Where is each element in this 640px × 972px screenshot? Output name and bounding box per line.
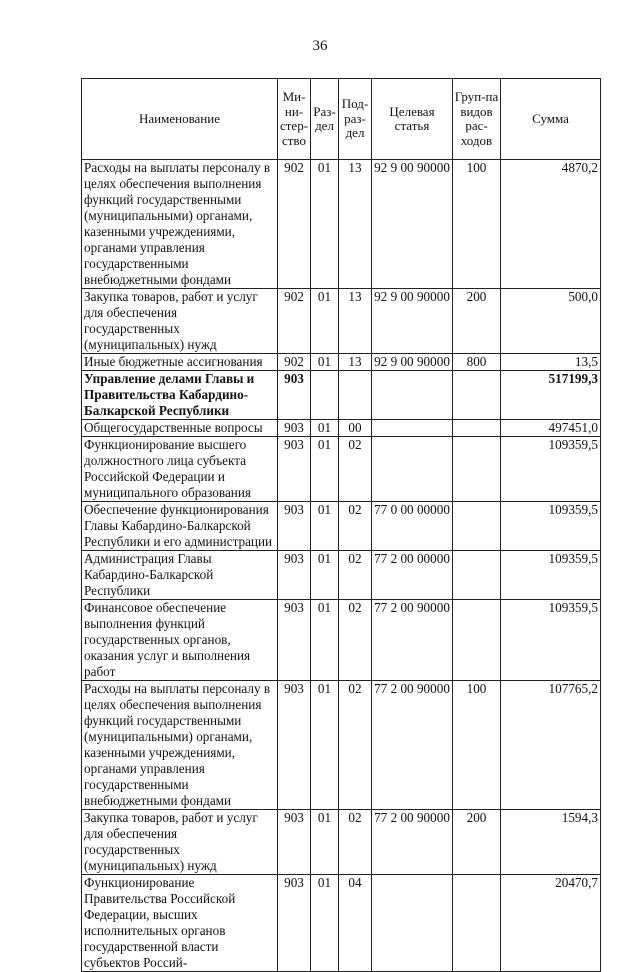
cell-section: 01 bbox=[311, 354, 339, 371]
header-ministry: Ми-ни-стер-ство bbox=[278, 79, 311, 160]
cell-subsection: 02 bbox=[339, 437, 372, 502]
cell-expense-group: 100 bbox=[453, 681, 501, 810]
cell-target: 92 9 00 90000 bbox=[372, 160, 453, 289]
cell-target bbox=[372, 371, 453, 420]
table-row bbox=[82, 437, 601, 502]
budget-table bbox=[81, 78, 601, 972]
cell-amount: 1594,3 bbox=[501, 810, 601, 875]
cell-subsection bbox=[339, 371, 372, 420]
table-header-row bbox=[82, 79, 601, 160]
table-row bbox=[82, 551, 601, 600]
cell-expense-group bbox=[453, 437, 501, 502]
cell-section: 01 bbox=[311, 502, 339, 551]
header-section: Раз-дел bbox=[311, 79, 339, 160]
cell-amount: 109359,5 bbox=[501, 600, 601, 681]
cell-subsection: 00 bbox=[339, 420, 372, 437]
cell-expense-group: 200 bbox=[453, 289, 501, 354]
cell-target bbox=[372, 875, 453, 972]
cell-name: Управление делами Главы и Правительства Кабардино-Балкарской Республики bbox=[82, 371, 278, 420]
cell-target: 77 2 00 90000 bbox=[372, 681, 453, 810]
cell-name: Расходы на выплаты персоналу в целях обеспечения выполнения функций государственными (муниципальными) органами, казенными учреждениями, органами управления государственными внебюджетными фондами bbox=[82, 681, 278, 810]
cell-expense-group: 200 bbox=[453, 810, 501, 875]
cell-amount: 107765,2 bbox=[501, 681, 601, 810]
header-subsection: Под-раз-дел bbox=[339, 79, 372, 160]
cell-ministry: 903 bbox=[278, 681, 311, 810]
cell-subsection: 13 bbox=[339, 354, 372, 371]
cell-section: 01 bbox=[311, 810, 339, 875]
cell-ministry: 903 bbox=[278, 551, 311, 600]
cell-section: 01 bbox=[311, 600, 339, 681]
cell-ministry: 902 bbox=[278, 160, 311, 289]
cell-subsection: 04 bbox=[339, 875, 372, 972]
header-expense-group: Груп-па видов рас-ходов bbox=[453, 79, 501, 160]
cell-amount: 497451,0 bbox=[501, 420, 601, 437]
table-row bbox=[82, 354, 601, 371]
cell-amount: 109359,5 bbox=[501, 437, 601, 502]
cell-expense-group bbox=[453, 551, 501, 600]
cell-ministry: 903 bbox=[278, 502, 311, 551]
cell-target: 77 2 00 90000 bbox=[372, 810, 453, 875]
cell-subsection: 02 bbox=[339, 600, 372, 681]
cell-name: Функционирование высшего должностного лица субъекта Российской Федерации и муниципального образования bbox=[82, 437, 278, 502]
cell-expense-group bbox=[453, 420, 501, 437]
cell-name: Закупка товаров, работ и услуг для обеспечения государственных (муниципальных) нужд bbox=[82, 810, 278, 875]
table-row bbox=[82, 502, 601, 551]
cell-subsection: 13 bbox=[339, 160, 372, 289]
cell-subsection: 02 bbox=[339, 810, 372, 875]
cell-target: 77 0 00 00000 bbox=[372, 502, 453, 551]
table-row bbox=[82, 810, 601, 875]
table-row bbox=[82, 371, 601, 420]
cell-ministry: 903 bbox=[278, 420, 311, 437]
cell-section: 01 bbox=[311, 681, 339, 810]
cell-ministry: 903 bbox=[278, 371, 311, 420]
cell-amount: 500,0 bbox=[501, 289, 601, 354]
cell-ministry: 903 bbox=[278, 875, 311, 972]
cell-target: 92 9 00 90000 bbox=[372, 289, 453, 354]
cell-ministry: 902 bbox=[278, 354, 311, 371]
header-name: Наименование bbox=[82, 79, 278, 160]
cell-section: 01 bbox=[311, 875, 339, 972]
cell-subsection: 02 bbox=[339, 681, 372, 810]
cell-section: 01 bbox=[311, 160, 339, 289]
cell-ministry: 903 bbox=[278, 600, 311, 681]
header-amount: Сумма bbox=[501, 79, 601, 160]
cell-name: Закупка товаров, работ и услуг для обеспечения государственных (муниципальных) нужд bbox=[82, 289, 278, 354]
cell-expense-group bbox=[453, 875, 501, 972]
cell-section bbox=[311, 371, 339, 420]
cell-name: Финансовое обеспечение выполнения функций государственных органов, оказания услуг и выполнения работ bbox=[82, 600, 278, 681]
cell-name: Расходы на выплаты персоналу в целях обеспечения выполнения функций государственными (муниципальными) органами, казенными учреждениями, органами управления государственными внебюджетными фондами bbox=[82, 160, 278, 289]
cell-ministry: 903 bbox=[278, 810, 311, 875]
table-row bbox=[82, 289, 601, 354]
header-target: Целевая статья bbox=[372, 79, 453, 160]
cell-section: 01 bbox=[311, 420, 339, 437]
cell-expense-group bbox=[453, 600, 501, 681]
cell-expense-group bbox=[453, 502, 501, 551]
cell-name: Функционирование Правительства Российской Федерации, высших исполнительных органов государственной власти субъектов Россий- bbox=[82, 875, 278, 972]
cell-amount: 13,5 bbox=[501, 354, 601, 371]
cell-target: 77 2 00 00000 bbox=[372, 551, 453, 600]
cell-expense-group bbox=[453, 371, 501, 420]
table-row bbox=[82, 160, 601, 289]
cell-name: Обеспечение функционирования Главы Кабардино-Балкарской Республики и его администрации bbox=[82, 502, 278, 551]
cell-amount: 517199,3 bbox=[501, 371, 601, 420]
cell-section: 01 bbox=[311, 437, 339, 502]
cell-subsection: 13 bbox=[339, 289, 372, 354]
page-number: 36 bbox=[312, 38, 328, 54]
cell-target: 92 9 00 90000 bbox=[372, 354, 453, 371]
cell-ministry: 902 bbox=[278, 289, 311, 354]
cell-expense-group: 100 bbox=[453, 160, 501, 289]
cell-expense-group: 800 bbox=[453, 354, 501, 371]
cell-name: Общегосударственные вопросы bbox=[82, 420, 278, 437]
cell-section: 01 bbox=[311, 289, 339, 354]
table-row bbox=[82, 600, 601, 681]
table-row bbox=[82, 420, 601, 437]
cell-amount: 4870,2 bbox=[501, 160, 601, 289]
cell-target bbox=[372, 420, 453, 437]
cell-target: 77 2 00 90000 bbox=[372, 600, 453, 681]
table-row bbox=[82, 681, 601, 810]
cell-section: 01 bbox=[311, 551, 339, 600]
cell-subsection: 02 bbox=[339, 502, 372, 551]
cell-amount: 109359,5 bbox=[501, 502, 601, 551]
table-row bbox=[82, 875, 601, 972]
cell-amount: 109359,5 bbox=[501, 551, 601, 600]
cell-target bbox=[372, 437, 453, 502]
cell-amount: 20470,7 bbox=[501, 875, 601, 972]
cell-ministry: 903 bbox=[278, 437, 311, 502]
cell-name: Администрация Главы Кабардино-Балкарской Республики bbox=[82, 551, 278, 600]
cell-name: Иные бюджетные ассигнования bbox=[82, 354, 278, 371]
cell-subsection: 02 bbox=[339, 551, 372, 600]
